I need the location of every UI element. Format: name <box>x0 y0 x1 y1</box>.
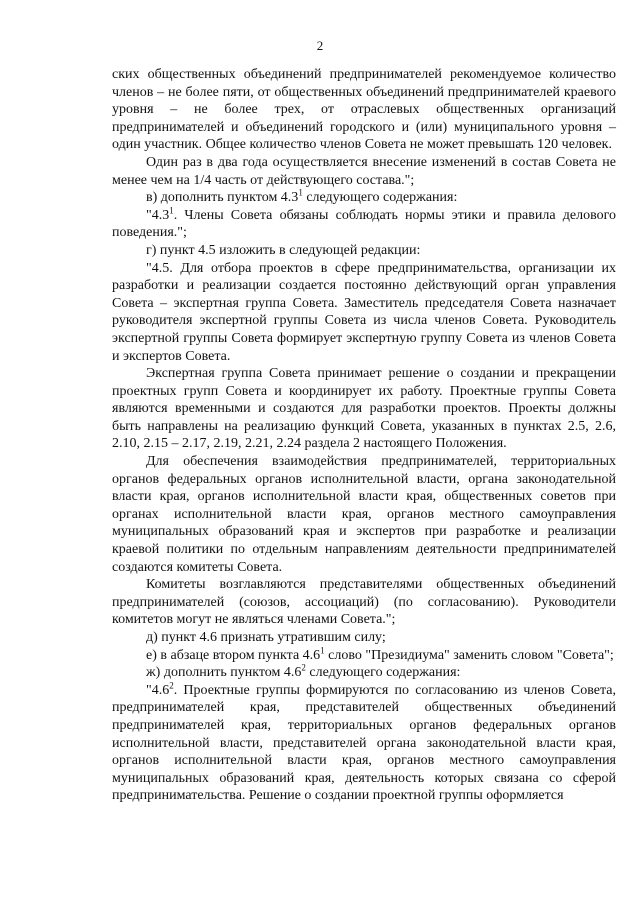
paragraph-text: Комитеты возглавляются представителями общественных объединений предпринимателей (союзов, ассоциаций) (по согласованию). Руководители комитетов могут не являться членами Совета."; <box>112 577 616 628</box>
paragraph-text: е) в абзаце втором пункта 4.6 <box>146 647 321 663</box>
paragraph <box>112 260 616 366</box>
paragraph <box>112 682 616 805</box>
superscript-index: 2 <box>169 680 174 691</box>
paragraph <box>112 453 616 576</box>
paragraph <box>112 207 616 242</box>
page-number: 2 <box>316 38 324 53</box>
paragraph <box>112 644 616 665</box>
paragraph <box>112 189 616 207</box>
paragraph <box>112 365 616 453</box>
superscript-index: 1 <box>320 644 325 655</box>
paragraph <box>112 629 616 647</box>
paragraph-text: слово "Президиума" заменить словом "Совета"; <box>324 647 614 663</box>
paragraph-text: следующего содержания: <box>302 190 458 206</box>
superscript-index: 1 <box>169 205 174 216</box>
paragraph-text: Экспертная группа Совета принимает решение о создании и прекращении проектных групп Совета и координирует их работу. Проектные группы Совета являются временными и создаются для разработки проектов. Проекты должны быть направлены на реализацию функций Совета, указанных в пунктах 2.5, 2.6, 2.10, 2.15 – 2.17, 2.19, 2.21, 2.24 раздела 2 настоящего Положения. <box>112 366 616 452</box>
paragraph-text: ских общественных объединений предпринимателей рекомендуемое количество членов – не более пяти, от общественных объединений предпринимателей краевого уровня – не более трех, от отраслевых общественных организаций предпринимателей и объединений городского и (или) муниципального уровня – один участник. Общее количество членов Совета не может превышать 120 человек. <box>112 67 616 153</box>
superscript-index: 1 <box>298 187 303 198</box>
paragraph-text: ж) дополнить пунктом 4.6 <box>146 665 302 681</box>
paragraph-text: "4.3 <box>146 207 170 223</box>
paragraph-text: в) дополнить пунктом 4.3 <box>146 190 299 206</box>
paragraph <box>112 664 616 682</box>
paragraph-text: "4.5. Для отбора проектов в сфере предпринимательства, организации их разработки и реализации создается постоянно действующий орган управления Совета – экспертная группа Совета. Заместитель председателя Совета назначает руководителя экспертной группы Совета из числа членов Совета. Руководитель экспертной группы Совета формирует экспертную группу Совета из членов Совета и экспертов Совета. <box>112 260 616 364</box>
paragraph-text: г) пункт 4.5 изложить в следующей редакции: <box>146 242 421 258</box>
paragraph <box>112 242 616 260</box>
paragraph <box>112 154 616 189</box>
paragraph-text: Один раз в два года осуществляется внесение изменений в состав Совета не менее чем на 1/4 часть от действующего состава."; <box>112 154 616 188</box>
paragraph-text: "4.6 <box>146 682 170 698</box>
paragraph-text: Для обеспечения взаимодействия предпринимателей, территориальных органов федеральных органов исполнительной власти, органа законодательной власти края, органов исполнительной власти края, общественных советов при органах исполнительной власти края, органов местного самоуправления муниципальных образований края и экспертов при разработке и реализации краевой политики по отдельным направлениям деятельности предпринимателей создаются комитеты Совета. <box>112 454 616 575</box>
paragraph-text: . Проектные группы формируются по согласованию из членов Совета, предпринимателей края, представителей общественных объединений предпринимателей края, территориальных органов федеральных органов исполнительной власти, представителей органа законодательной власти края, органов исполнительной власти края, органов местного самоуправления муниципальных образований края, деятельность которых связана со сферой предпринимательства. Решение о создании проектной группы оформляется <box>112 682 616 804</box>
paragraph-text: д) пункт 4.6 признать утратившим силу; <box>146 630 386 645</box>
paragraph-text: следующего содержания: <box>305 665 461 681</box>
superscript-index: 2 <box>301 662 306 673</box>
paragraph <box>112 576 616 629</box>
paragraph <box>112 66 616 154</box>
document-body <box>112 66 616 805</box>
paragraph-text: . Члены Совета обязаны соблюдать нормы этики и правила делового поведения."; <box>112 207 616 241</box>
